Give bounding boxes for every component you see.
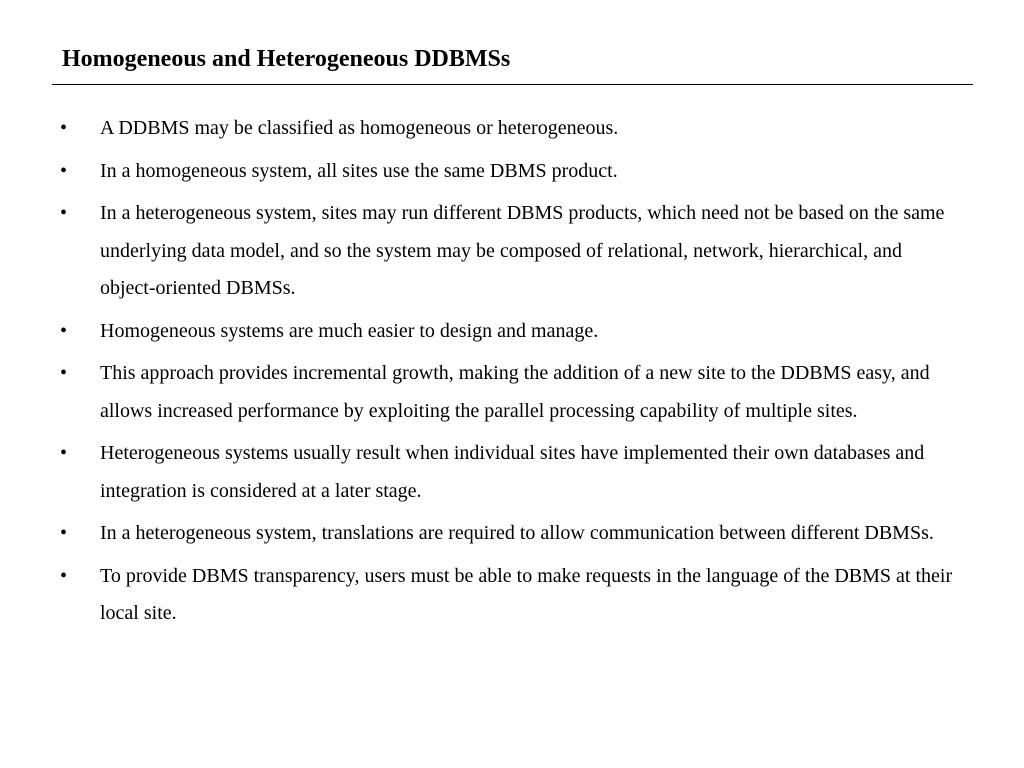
bullet-text: In a heterogeneous system, sites may run different DBMS products, which need not be based on the same underlying data model, and so the system may be composed of relational, network, hierarchical, and object-oriented DBMSs. bbox=[100, 202, 945, 299]
bullet-icon: • bbox=[60, 117, 68, 139]
bullet-item bbox=[0, 515, 962, 553]
bullet-icon: • bbox=[60, 319, 68, 342]
bullet-item bbox=[0, 558, 962, 633]
bullet-text: This approach provides incremental growth, making the addition of a new site to the DDBMS easy, and allows increased performance by exploiting the parallel processing capability of multiple sites. bbox=[100, 362, 930, 422]
bullet-text: Heterogeneous systems usually result when individual sites have implemented their own databases and integration is considered at a later stage. bbox=[100, 442, 925, 502]
title-divider bbox=[52, 84, 973, 85]
bullet-list bbox=[0, 110, 1024, 638]
bullet-item bbox=[0, 313, 962, 351]
bullet-icon: • bbox=[60, 564, 68, 587]
bullet-text: To provide DBMS transparency, users must be able to make requests in the language of the DBMS at their local site. bbox=[100, 564, 953, 624]
bullet-icon: • bbox=[60, 159, 68, 182]
bullet-item bbox=[0, 435, 962, 510]
bullet-icon: • bbox=[60, 202, 68, 224]
bullet-icon: • bbox=[60, 442, 68, 464]
bullet-item bbox=[0, 110, 962, 148]
bullet-text: In a heterogeneous system, translations are required to allow communication between different DBMSs. bbox=[100, 522, 934, 544]
bullet-text: Homogeneous systems are much easier to design and manage. bbox=[100, 319, 599, 342]
bullet-item bbox=[0, 355, 962, 430]
bullet-icon: • bbox=[60, 522, 68, 544]
bullet-item bbox=[0, 195, 962, 308]
bullet-icon: • bbox=[60, 362, 68, 384]
bullet-text: A DDBMS may be classified as homogeneous or heterogeneous. bbox=[100, 117, 619, 139]
bullet-text: In a homogeneous system, all sites use the same DBMS product. bbox=[100, 159, 618, 182]
bullet-item bbox=[0, 153, 962, 191]
slide-title: Homogeneous and Heterogeneous DDBMSs bbox=[62, 46, 511, 72]
